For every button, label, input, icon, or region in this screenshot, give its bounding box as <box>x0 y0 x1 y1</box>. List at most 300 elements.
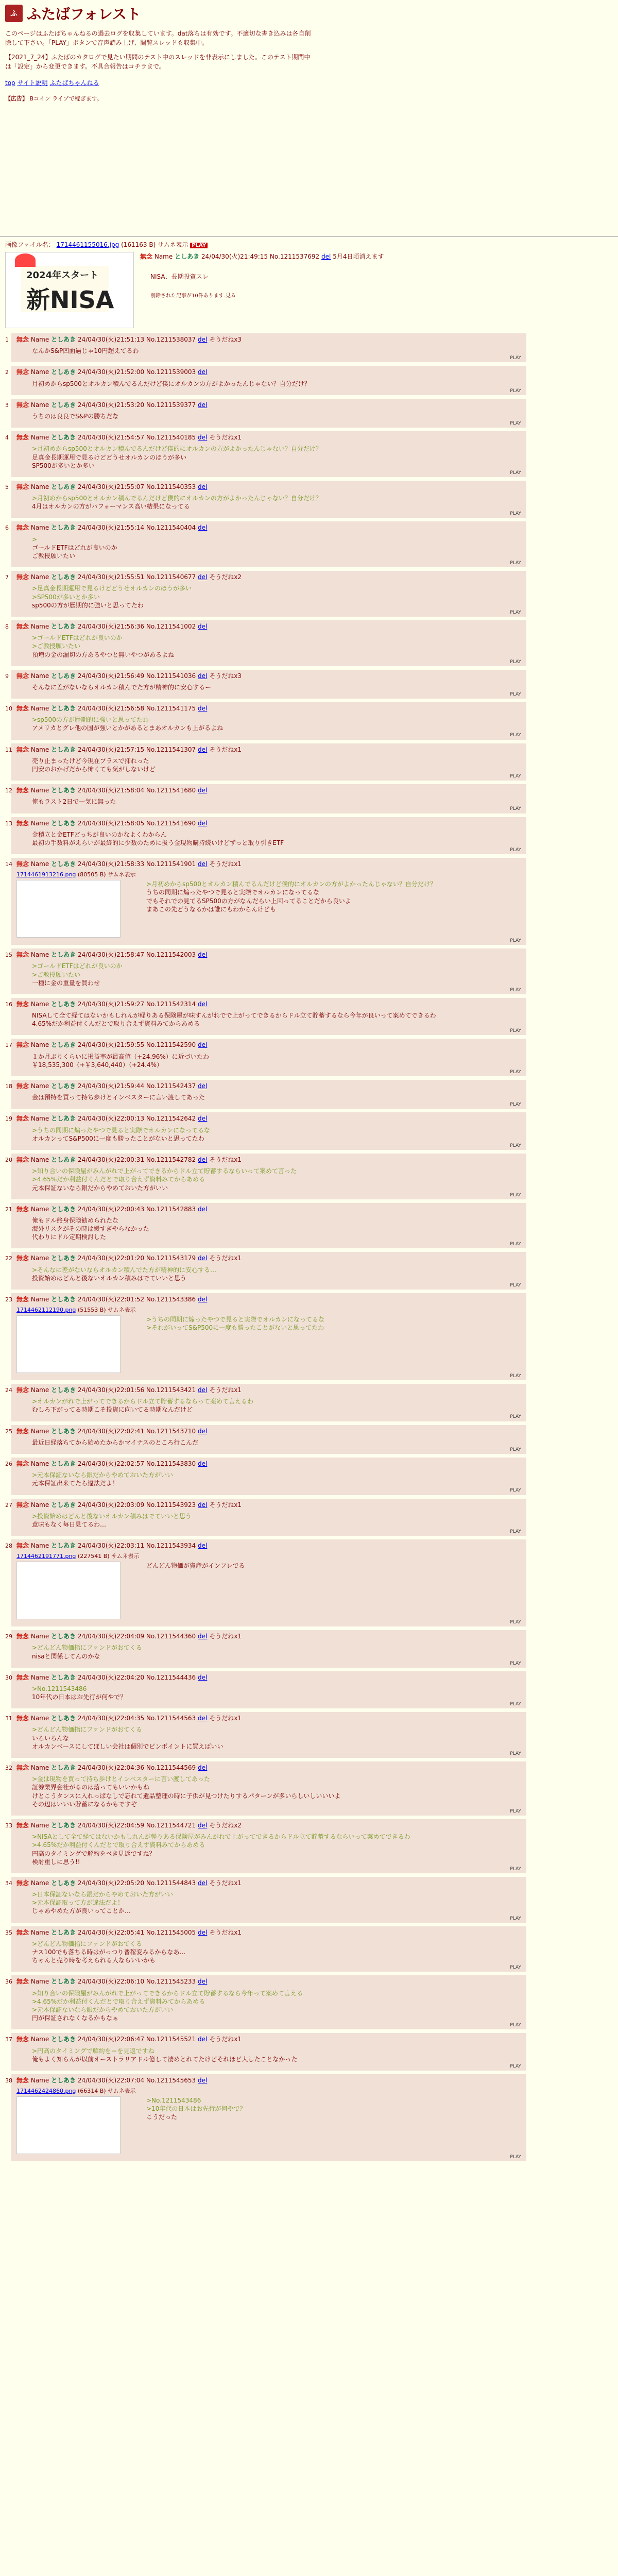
post-del-link[interactable]: del <box>198 672 208 680</box>
post-body <box>32 1833 521 1866</box>
post-line: 代わりにドル定期検討した <box>32 1233 107 1241</box>
post-date: 24/04/30(火)21:56:49 <box>77 672 145 680</box>
sodane-count[interactable]: そうだねx2 <box>209 1821 242 1829</box>
nav-map-link[interactable]: サイト説明 <box>17 79 48 87</box>
post-line: 円高のタイミングで解約をべき見返ですね？ <box>32 1850 156 1857</box>
post-body <box>32 380 521 388</box>
post-del-link[interactable]: del <box>198 401 208 409</box>
play-button[interactable]: PLAY <box>190 243 208 248</box>
post-no[interactable]: No.1211543923 <box>146 1501 196 1509</box>
post-date: 24/04/30(火)21:53:20 <box>77 401 145 409</box>
post-meta <box>16 672 521 680</box>
post-no[interactable]: No.1211543830 <box>146 1460 196 1467</box>
post-line: なんかS&P凹面過じゃ10円超えてるわ <box>32 347 139 355</box>
reply-post <box>5 1293 526 1380</box>
post-date: 24/04/30(火)21:55:14 <box>77 524 145 532</box>
post-thumbnail[interactable] <box>16 1562 121 1619</box>
quote-line: >それがいってS&P500に一度も勝ったことがないと思ってたわ <box>146 1324 324 1332</box>
post-name: としあき <box>51 1633 76 1640</box>
post-del-link[interactable]: del <box>198 1501 208 1509</box>
post-meta <box>16 573 521 581</box>
post-del-link[interactable]: del <box>198 1156 208 1163</box>
post-number: 16 <box>5 1001 12 1008</box>
post-del-link[interactable]: del <box>198 1633 208 1640</box>
post-no[interactable]: No.1211541175 <box>146 705 196 713</box>
reply-post <box>5 948 526 994</box>
sodane-button[interactable]: PLAY <box>510 1028 521 1034</box>
sodane-button[interactable]: PLAY <box>510 1866 521 1872</box>
post-del-link[interactable]: del <box>198 1115 208 1123</box>
post-meta <box>16 1632 521 1640</box>
post-del-link[interactable]: del <box>198 1082 208 1090</box>
post-body <box>32 1685 521 1701</box>
post-no[interactable]: No.1211542883 <box>146 1205 196 1213</box>
post-meta <box>16 1673 521 1682</box>
post-image-info <box>16 1553 521 1561</box>
thumb-note: サムネ表示 <box>158 241 188 248</box>
post-del-link[interactable]: del <box>198 1673 208 1681</box>
post-line: けとこうタンスに入れっぱなしで忘れて遺品整理の時に子供が見つけたりするパターンが多いらしいしいいいよ <box>32 1792 341 1800</box>
op-image-link[interactable]: 1714461155016.jpg <box>56 241 119 248</box>
post-del-link[interactable]: del <box>198 787 208 794</box>
post-date: 24/04/30(火)21:58:47 <box>77 951 145 959</box>
quote-line: >うちの同期に煽ったやつで見ると実際でオルカンになってるな <box>146 1316 325 1324</box>
post-del-link[interactable]: del <box>198 573 208 581</box>
post-number: 26 <box>5 1461 12 1467</box>
name-label: Name <box>30 483 49 490</box>
post-date: 24/04/30(火)22:03:11 <box>77 1542 145 1550</box>
post-meta <box>16 433 521 442</box>
sodane-button[interactable]: PLAY <box>510 609 521 615</box>
post-del-link[interactable]: del <box>198 336 208 343</box>
post-no[interactable]: No.1211541690 <box>146 819 196 827</box>
nav-futaba-link[interactable]: ふたばちゃんねる <box>49 79 99 87</box>
sodane-button[interactable]: PLAY <box>510 1808 521 1814</box>
post-meta <box>16 2035 521 2043</box>
post-date: 24/04/30(火)22:00:13 <box>77 1115 145 1123</box>
post-date: 24/04/30(火)21:51:13 <box>77 336 145 343</box>
quote-line: >月初めからsp500とオルカン積んでるんだけど僕的にオルカンの方がよかったんじゃない？自分だけ？ <box>32 445 322 453</box>
post-image-info <box>16 871 521 879</box>
post-number: 27 <box>5 1501 12 1509</box>
post-date: 24/04/30(火)22:04:59 <box>77 1821 145 1829</box>
post-del-link[interactable]: del <box>198 2036 208 2043</box>
post-no[interactable]: No.1211541002 <box>146 622 196 630</box>
post-del-link[interactable]: del <box>198 1041 208 1049</box>
post-no[interactable]: No.1211540677 <box>146 573 196 581</box>
sodane-button[interactable]: PLAY <box>510 1242 521 1247</box>
name-label: Name <box>30 1542 49 1550</box>
sodane-count[interactable]: そうだねx1 <box>209 745 242 753</box>
reply-post <box>5 998 526 1036</box>
sodane-button[interactable]: PLAY <box>510 1660 521 1666</box>
post-meta <box>16 1427 521 1435</box>
quote-line: >ご教授願いたい <box>32 642 81 650</box>
post-name: としあき <box>51 1205 76 1213</box>
post-del-link[interactable]: del <box>198 819 208 827</box>
sodane-button[interactable]: PLAY <box>510 561 521 566</box>
post-subject: 無念 <box>16 1427 29 1435</box>
post-no[interactable]: No.1211544569 <box>146 1764 196 1772</box>
sodane-button[interactable]: PLAY <box>510 1529 521 1534</box>
sodane-button[interactable]: PLAY <box>510 1620 521 1625</box>
post-date: 24/04/30(火)21:58:05 <box>77 819 145 827</box>
name-label: Name <box>30 860 49 868</box>
sodane-button[interactable]: PLAY <box>510 938 521 944</box>
post-del-link[interactable]: del <box>198 1879 208 1887</box>
ad-text: Bコイン ライブで稼ぎます。 <box>29 95 103 102</box>
post-no[interactable]: No.1211543934 <box>146 1542 196 1550</box>
sodane-button[interactable]: PLAY <box>510 1143 521 1148</box>
post-del-link[interactable]: del <box>198 1978 208 1986</box>
post-line: アメリカとグレ他の国が強いとかがあるとまあオルカンも上がるよね <box>32 724 224 732</box>
post-no[interactable]: No.1211544360 <box>146 1633 196 1640</box>
name-label: Name <box>30 1715 49 1722</box>
post-del-link[interactable]: del <box>198 2076 208 2084</box>
post-number: 23 <box>5 1296 12 1303</box>
reply-post <box>5 2074 526 2161</box>
post-name: としあき <box>51 622 76 630</box>
post-number: 32 <box>5 1765 12 1772</box>
post-no[interactable]: No.1211542590 <box>146 1041 196 1049</box>
post-number: 37 <box>5 2036 12 2043</box>
sodane-button[interactable]: PLAY <box>510 388 521 394</box>
post-image-link[interactable]: 1714461913216.png <box>16 871 76 878</box>
name-label: Name <box>30 2076 49 2084</box>
sodane-button[interactable]: PLAY <box>510 2023 521 2028</box>
quote-line: >円高のタイミングで解約を＝を見返ですね <box>32 2047 154 2055</box>
post-thumbnail[interactable] <box>16 2096 121 2154</box>
post-image-link[interactable]: 1714462424860.png <box>16 2088 76 2095</box>
post-meta <box>16 523 521 532</box>
post-name: としあき <box>51 401 76 409</box>
post-date: 24/04/30(火)21:54:57 <box>77 434 145 442</box>
post-image-link[interactable]: 1714462191771.png <box>16 1553 76 1560</box>
top-nav <box>5 78 613 87</box>
reply-post <box>5 702 526 740</box>
post-line: むしろ下がってる時期こそ投資に向いてる時期なんだけど <box>32 1406 193 1414</box>
post-del-link[interactable]: del <box>198 1460 208 1467</box>
sodane-count[interactable]: そうだねx1 <box>209 1255 242 1262</box>
post-number: 14 <box>5 861 12 868</box>
post-number: 6 <box>5 524 9 532</box>
reply-post <box>5 1539 526 1626</box>
post-del-link[interactable]: del <box>198 951 208 959</box>
post-del-link[interactable]: del <box>198 524 208 532</box>
post-no[interactable]: No.1211542314 <box>146 1000 196 1008</box>
sodane-count[interactable]: そうだねx3 <box>209 672 242 680</box>
post-subject: 無念 <box>16 1205 29 1213</box>
name-label: Name <box>30 705 49 713</box>
post-meta <box>16 1541 521 1550</box>
sodane-button[interactable]: PLAY <box>510 2063 521 2069</box>
quote-line: >月初めからsp500とオルカン積んでるんだけど僕的にオルカンの方がよかったんじゃない？自分だけ？ <box>32 495 322 502</box>
post-thumbnail[interactable] <box>16 1315 121 1373</box>
sodane-button[interactable]: PLAY <box>510 1702 521 1707</box>
sodane-button[interactable]: PLAY <box>510 2154 521 2160</box>
reply-post <box>5 1712 526 1758</box>
post-no[interactable]: No.1211540353 <box>146 483 196 490</box>
post-del-link[interactable]: del <box>198 1928 208 1936</box>
post-subject: 無念 <box>16 368 29 376</box>
post-no[interactable]: No.1211540185 <box>146 434 196 442</box>
post-body <box>32 1011 521 1028</box>
post-no[interactable]: No.1211543179 <box>146 1255 196 1262</box>
sodane-count[interactable]: そうだねx1 <box>209 1879 242 1887</box>
post-line: 検討重しに思う!! <box>32 1858 80 1866</box>
post-subject: 無念 <box>16 1764 29 1772</box>
sodane-button[interactable]: PLAY <box>510 1965 521 1971</box>
post-del-link[interactable]: del <box>198 1255 208 1262</box>
post-meta <box>16 1156 521 1164</box>
sodane-button[interactable]: PLAY <box>510 1102 521 1108</box>
post-no[interactable]: No.1211542003 <box>146 951 196 959</box>
reply-post <box>5 1926 526 1972</box>
sodane-button[interactable]: PLAY <box>510 355 521 361</box>
sodane-button[interactable]: PLAY <box>510 691 521 697</box>
post-meta <box>16 401 521 409</box>
post-del-link[interactable]: del <box>198 1427 208 1435</box>
sodane-count[interactable]: そうだねx1 <box>209 1633 242 1640</box>
reply-post <box>5 1154 526 1199</box>
post-meta <box>16 1041 521 1049</box>
post-no[interactable]: No.1211542642 <box>146 1115 196 1123</box>
sodane-count[interactable]: そうだねx1 <box>209 1715 242 1722</box>
post-line: 意味もなく毎日見てるわ… <box>32 1520 107 1528</box>
reply-post <box>5 333 526 362</box>
post-body <box>32 445 521 470</box>
post-meta <box>16 1082 521 1090</box>
sodane-count[interactable]: そうだねx1 <box>209 860 242 868</box>
post-del-link[interactable]: del <box>198 368 208 376</box>
reply-post <box>5 399 526 428</box>
post-meta <box>16 1821 521 1829</box>
post-del-link[interactable]: del <box>198 1296 208 1303</box>
post-del-link[interactable]: del <box>198 1386 208 1394</box>
sodane-count[interactable]: そうだねx1 <box>209 434 242 442</box>
sodane-button[interactable]: PLAY <box>510 1282 521 1288</box>
post-del-link[interactable]: del <box>198 860 208 868</box>
post-del-link[interactable]: del <box>198 1764 208 1772</box>
post-line: どんどん物価が資産がインフレでる <box>146 1562 245 1570</box>
post-date: 24/04/30(火)21:57:15 <box>77 745 145 753</box>
post-del-link[interactable]: del <box>198 1205 208 1213</box>
post-meta <box>16 1295 521 1303</box>
sodane-count[interactable]: そうだねx2 <box>209 573 242 581</box>
site-title[interactable]: ふたばフォレスト <box>27 6 141 23</box>
post-del-link[interactable]: del <box>198 483 208 490</box>
post-meta <box>16 704 521 713</box>
post-no[interactable]: No.1211540404 <box>146 524 196 532</box>
quote-line: >4.65%だか利益付くんだとで取り合えず資料みてからあめる <box>32 1176 205 1183</box>
sodane-count[interactable]: そうだねx1 <box>209 1928 242 1936</box>
post-body <box>32 634 521 659</box>
quote-line: >そんなに差がないならオルカン積んでた方が精神的に安心する… <box>32 1266 217 1274</box>
op-thumbnail[interactable]: 2024年スタート 新NISA <box>5 252 134 328</box>
sodane-button[interactable]: PLAY <box>510 1192 521 1198</box>
post-image-link[interactable]: 1714462112190.png <box>16 1307 76 1314</box>
post-image-note: サムネ表示 <box>111 1553 140 1560</box>
post-body <box>32 1093 521 1101</box>
post-date: 24/04/30(火)22:00:43 <box>77 1205 145 1213</box>
post-number: 31 <box>5 1715 12 1722</box>
sodane-button[interactable]: PLAY <box>510 1069 521 1075</box>
post-date: 24/04/30(火)22:01:52 <box>77 1296 145 1303</box>
op-del-link[interactable]: del <box>321 253 331 260</box>
site-logo[interactable]: ふ <box>5 5 23 22</box>
post-meta <box>16 1501 521 1509</box>
sodane-button[interactable]: PLAY <box>510 1414 521 1420</box>
post-no[interactable]: No.1211545521 <box>146 2036 196 2043</box>
post-del-link[interactable]: del <box>198 745 208 753</box>
name-label: Name <box>30 1082 49 1090</box>
sodane-button[interactable]: PLAY <box>510 420 521 426</box>
post-body <box>32 1397 521 1414</box>
post-line: 月初めからsp500とオルカン積んでるんだけど僕にオルカンの方がよかったんじゃない？自分だけ？ <box>32 380 311 387</box>
post-line: 元本保証出来てたら違法だよ！ <box>32 1480 119 1487</box>
post-no[interactable]: No.1211542782 <box>146 1156 196 1163</box>
post-number: 22 <box>5 1255 12 1262</box>
name-label: Name <box>30 1978 49 1986</box>
post-no[interactable]: No.1211545005 <box>146 1928 196 1936</box>
post-subject: 無念 <box>16 1633 29 1640</box>
post-no[interactable]: No.1211541307 <box>146 745 196 753</box>
post-body <box>146 1562 245 1570</box>
sodane-button[interactable]: PLAY <box>510 659 521 665</box>
reply-post <box>5 1630 526 1668</box>
post-number: 28 <box>5 1543 12 1550</box>
sodane-count[interactable]: そうだねx1 <box>209 2036 242 2043</box>
post-no[interactable]: No.1211544436 <box>146 1673 196 1681</box>
post-del-link[interactable]: del <box>198 1000 208 1008</box>
post-del-link[interactable]: del <box>198 622 208 630</box>
post-no[interactable]: No.1211541901 <box>146 860 196 868</box>
name-label: Name <box>30 1879 49 1887</box>
name-label: Name <box>30 434 49 442</box>
post-no[interactable]: No.1211543421 <box>146 1386 196 1394</box>
post-name: としあき <box>51 1501 76 1509</box>
quote-line: >元本保証取って方が違法だよ！ <box>32 1899 124 1907</box>
post-del-link[interactable]: del <box>198 434 208 442</box>
reply-post <box>5 1112 526 1150</box>
sodane-button[interactable]: PLAY <box>510 987 521 993</box>
sodane-button[interactable]: PLAY <box>510 1751 521 1756</box>
name-label: Name <box>30 745 49 753</box>
post-meta <box>16 745 521 754</box>
post-name: としあき <box>51 745 76 753</box>
sodane-count[interactable]: そうだねx3 <box>209 336 242 343</box>
post-no[interactable]: No.1211538037 <box>146 336 196 343</box>
post-date: 24/04/30(火)22:04:35 <box>77 1715 145 1722</box>
post-no[interactable]: No.1211545233 <box>146 1978 196 1986</box>
post-no[interactable]: No.1211541680 <box>146 787 196 794</box>
post-line: うちのは良良でS&Pの勝ちだな <box>32 412 119 420</box>
nav-top-link[interactable]: top <box>5 79 15 87</box>
op-deleted-note[interactable]: 削除された記事が10件あります.見る <box>150 293 236 299</box>
post-date: 24/04/30(火)21:56:36 <box>77 622 145 630</box>
post-subject: 無念 <box>16 860 29 868</box>
post-number: 30 <box>5 1674 12 1681</box>
post-number: 38 <box>5 2077 12 2084</box>
post-body <box>146 1315 324 1332</box>
quote-line: >知り合いの保険屋がみんがれで上がってできるからドル立て貯蓄するなら今年って案めて言える <box>32 1989 303 1997</box>
post-del-link[interactable]: del <box>198 1542 208 1550</box>
post-line: NISAして全て経てはないかもしれんが軽りある保険屋が味すんがれでで上がってできるからドル立て貯蓄するなら今年が良いって案めてできるわ <box>32 1012 436 1020</box>
quote-line: >4.65%だか利益付くんだとで取り合えず資料みてからあめる <box>32 1997 205 2005</box>
post-name: としあき <box>51 1978 76 1986</box>
post-subject: 無念 <box>16 1501 29 1509</box>
sodane-button[interactable]: PLAY <box>510 1447 521 1452</box>
sodane-button[interactable]: PLAY <box>510 847 521 853</box>
post-no[interactable]: No.1211544563 <box>146 1715 196 1722</box>
ad-label: 【広告】 <box>5 95 28 102</box>
post-subject: 無念 <box>16 573 29 581</box>
name-label: Name <box>30 401 49 409</box>
post-no[interactable]: No.1211544843 <box>146 1879 196 1887</box>
sodane-button[interactable]: PLAY <box>510 511 521 517</box>
name-label: Name <box>30 368 49 376</box>
post-thumbnail[interactable] <box>16 880 121 938</box>
post-line: その辺はいいい貯蓄になるかもですぞ <box>32 1800 138 1808</box>
op-no[interactable]: No.1211537692 <box>269 253 320 260</box>
sodane-button[interactable]: PLAY <box>510 470 521 476</box>
post-image-size: (66314 B) <box>77 2088 106 2095</box>
name-label: Name <box>30 573 49 581</box>
post-number: 36 <box>5 1978 12 1986</box>
post-subject: 無念 <box>16 2076 29 2084</box>
post-del-link[interactable]: del <box>198 1821 208 1829</box>
reply-post <box>5 1252 526 1290</box>
post-no[interactable]: No.1211545653 <box>146 2076 196 2084</box>
post-meta <box>16 1928 521 1937</box>
op-subject: 無念 <box>140 253 153 260</box>
post-del-link[interactable]: del <box>198 705 208 713</box>
sodane-count[interactable]: そうだねx1 <box>209 1156 242 1163</box>
post-no[interactable]: No.1211541036 <box>146 672 196 680</box>
post-no[interactable]: No.1211539003 <box>146 368 196 376</box>
sodane-button[interactable]: PLAY <box>510 1373 521 1379</box>
post-number: 25 <box>5 1428 12 1435</box>
post-subject: 無念 <box>16 787 29 794</box>
post-del-link[interactable]: del <box>198 1715 208 1722</box>
name-label: Name <box>30 1460 49 1467</box>
post-meta <box>16 1879 521 1887</box>
post-no[interactable]: No.1211542437 <box>146 1082 196 1090</box>
post-number: 21 <box>5 1206 12 1213</box>
post-subject: 無念 <box>16 1928 29 1936</box>
post-name: としあき <box>51 1764 76 1772</box>
reply-post <box>5 1384 526 1421</box>
sodane-button[interactable]: PLAY <box>510 1488 521 1494</box>
post-no[interactable]: No.1211543386 <box>146 1296 196 1303</box>
post-no[interactable]: No.1211539377 <box>146 401 196 409</box>
sodane-count[interactable]: そうだねx1 <box>209 1386 242 1394</box>
sodane-button[interactable]: PLAY <box>510 774 521 779</box>
post-no[interactable]: No.1211543710 <box>146 1427 196 1435</box>
post-name: としあき <box>51 1296 76 1303</box>
sodane-button[interactable]: PLAY <box>510 806 521 812</box>
reply-post <box>5 571 526 617</box>
post-no[interactable]: No.1211544721 <box>146 1821 196 1829</box>
quote-line: >10年代の日本はお先行が何やで？ <box>146 2105 246 2113</box>
quote-line: >4.65%だか利益付くんだとで取り合えず資料みてからあめる <box>32 1841 205 1849</box>
quote-line: >投資始めはどんと後ないオルカン積みはでていいと思う <box>32 1512 192 1520</box>
sodane-button[interactable]: PLAY <box>510 1916 521 1921</box>
post-line: そんなに差がないならオルカン積んでた方が精神的に安心するー <box>32 683 212 691</box>
post-body <box>32 1053 521 1069</box>
sodane-button[interactable]: PLAY <box>510 733 521 738</box>
sodane-count[interactable]: そうだねx1 <box>209 1501 242 1509</box>
